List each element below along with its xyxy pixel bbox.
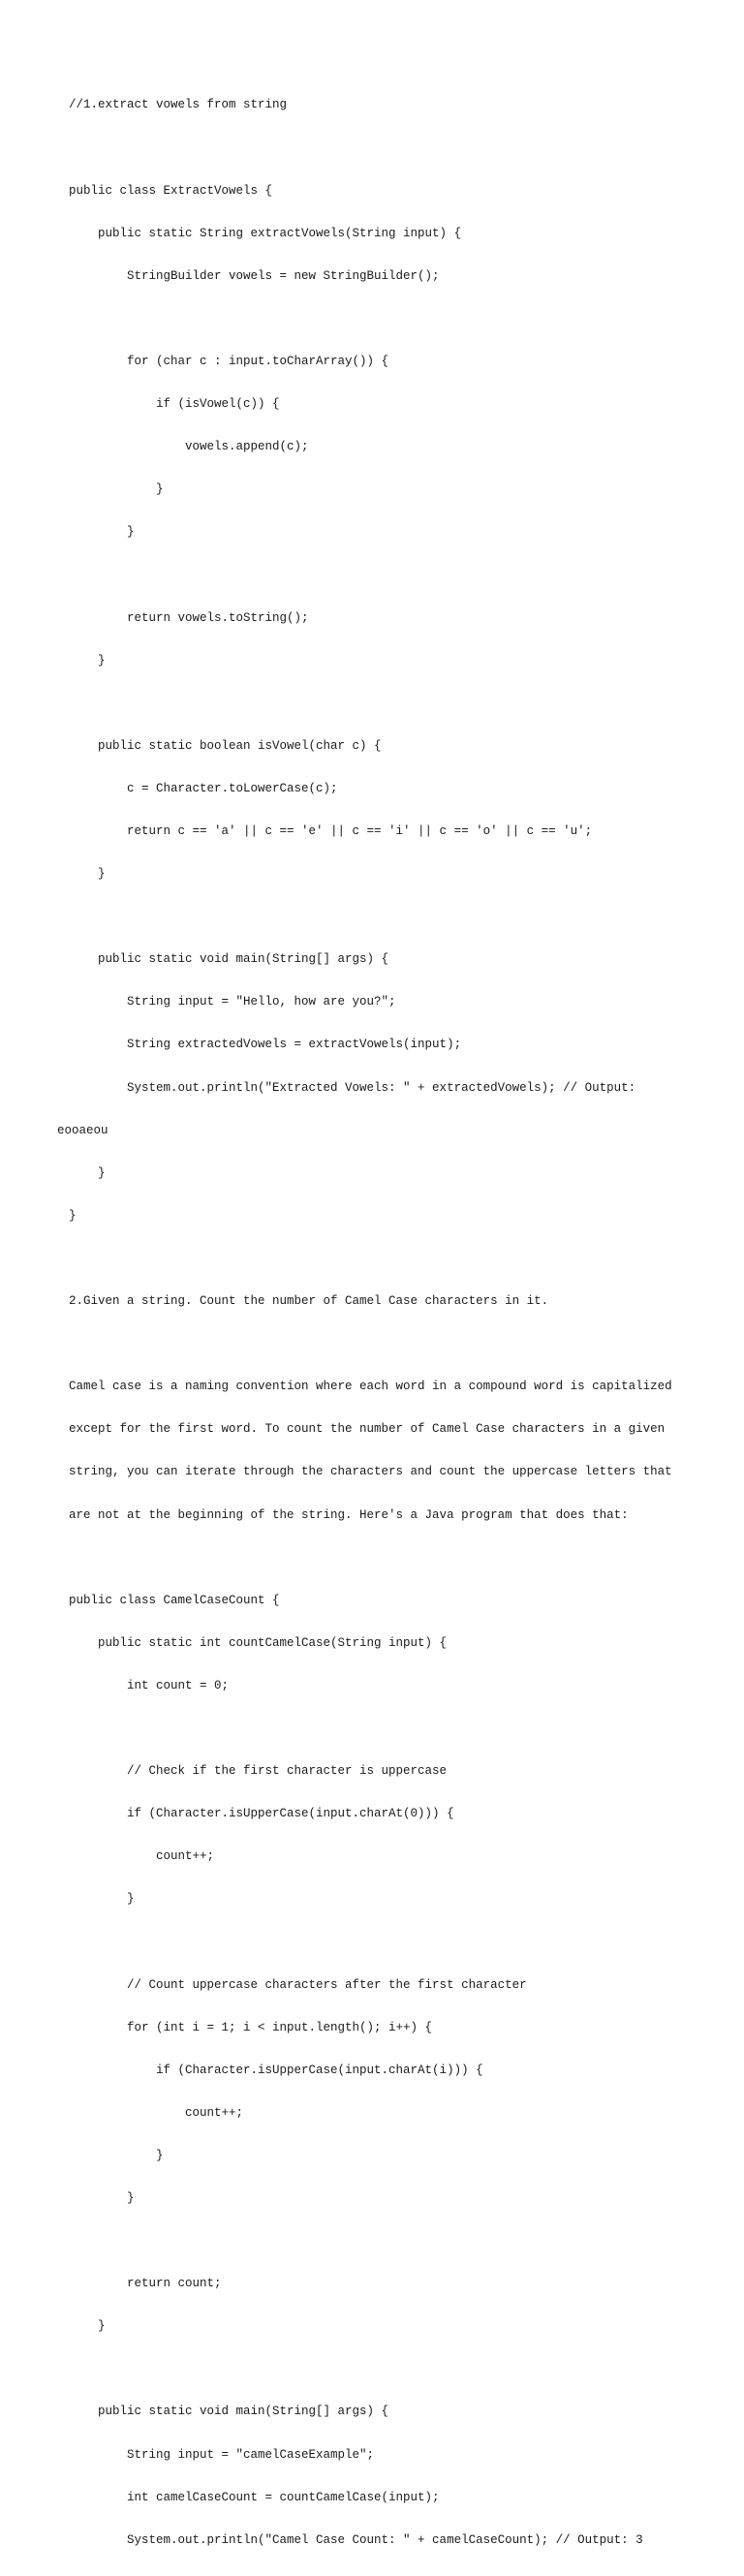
text-line bbox=[69, 1337, 689, 1351]
text-line: public class CamelCaseCount { bbox=[69, 1593, 280, 1607]
text-line: } bbox=[69, 482, 164, 497]
text-line: System.out.println("Camel Case Count: " + camelCaseCount); // Output: 3 bbox=[69, 2532, 643, 2547]
text-line: String extractedVowels = extractVowels(input); bbox=[69, 1038, 462, 1052]
text-line bbox=[69, 910, 689, 924]
text-line: return count; bbox=[69, 2277, 222, 2291]
text-line bbox=[69, 1252, 689, 1266]
text-line: } bbox=[69, 525, 135, 540]
text-line: } bbox=[69, 867, 106, 882]
text-line: String input = "Hello, how are you?"; bbox=[69, 995, 396, 1009]
text-line: vowels.append(c); bbox=[69, 440, 309, 454]
text-line: StringBuilder vowels = new StringBuilder(); bbox=[69, 268, 440, 283]
text-line: if (Character.isUpperCase(input.charAt(i))) { bbox=[69, 2063, 483, 2077]
text-line: public static int countCamelCase(String input) { bbox=[69, 1635, 448, 1650]
text-line bbox=[69, 312, 689, 326]
text-line: return vowels.toString(); bbox=[69, 610, 309, 625]
text-line: int camelCaseCount = countCamelCase(input); bbox=[69, 2490, 440, 2504]
text-line: } bbox=[69, 1208, 77, 1223]
text-line: public static String extractVowels(String input) { bbox=[69, 226, 462, 240]
text-line bbox=[69, 1935, 689, 1949]
text-line bbox=[69, 141, 689, 156]
paragraph-line: Camel case is a naming convention where each word in a compound word is capitalized bbox=[69, 1380, 672, 1394]
text-line: } bbox=[69, 2319, 106, 2334]
text-line: } bbox=[69, 1165, 106, 1180]
text-line: if (Character.isUpperCase(input.charAt(0))) { bbox=[69, 1807, 454, 1821]
text-line bbox=[69, 2234, 689, 2249]
text-line: // Check if the first character is uppercase bbox=[69, 1764, 448, 1779]
text-line: } bbox=[69, 2191, 135, 2205]
text-line: public class ExtractVowels { bbox=[69, 183, 273, 198]
text-line: if (isVowel(c)) { bbox=[69, 397, 280, 412]
text-line: for (int i = 1; i < input.length(); i++) { bbox=[69, 2020, 433, 2034]
paragraph-line: except for the first word. To count the number of Camel Case characters in a given bbox=[69, 1422, 666, 1437]
text-line bbox=[69, 568, 689, 582]
text-line: } bbox=[69, 1892, 135, 1907]
text-line: public static boolean isVowel(char c) { bbox=[69, 738, 382, 753]
text-line: c = Character.toLowerCase(c); bbox=[69, 781, 338, 795]
text-line: return c == 'a' || c == 'e' || c == 'i' || c == 'o' || c == 'u'; bbox=[69, 824, 593, 838]
text-line: eooaeou bbox=[57, 1123, 108, 1137]
text-line: String input = "camelCaseExample"; bbox=[69, 2447, 375, 2462]
paragraph-line: are not at the beginning of the string. Here's a Java program that does that: bbox=[69, 1507, 629, 1522]
text-line: System.out.println("Extracted Vowels: " + extractedVowels); // Output: bbox=[69, 1080, 636, 1095]
text-line bbox=[69, 2362, 689, 2376]
text-line: public static void main(String[] args) { bbox=[69, 2405, 389, 2419]
text-line: for (char c : input.toCharArray()) { bbox=[69, 354, 389, 368]
text-line: public static void main(String[] args) { bbox=[69, 952, 389, 967]
text-line bbox=[69, 1551, 689, 1566]
text-line: // Count uppercase characters after the first character bbox=[69, 1977, 527, 1992]
text-line: count++; bbox=[69, 2105, 244, 2120]
document-body bbox=[57, 70, 689, 2576]
text-line: //1.extract vowels from string bbox=[69, 98, 288, 112]
section-heading: 2.Given a string. Count the number of Camel Case characters in it. bbox=[69, 1294, 549, 1309]
text-line bbox=[69, 1722, 689, 1736]
text-line: } bbox=[69, 653, 106, 667]
text-line: count++; bbox=[69, 1849, 215, 1864]
text-line bbox=[69, 697, 689, 711]
text-line: } bbox=[69, 2148, 164, 2162]
paragraph-line: string, you can iterate through the characters and count the uppercase letters that bbox=[69, 1465, 672, 1479]
text-line: int count = 0; bbox=[69, 1678, 230, 1692]
